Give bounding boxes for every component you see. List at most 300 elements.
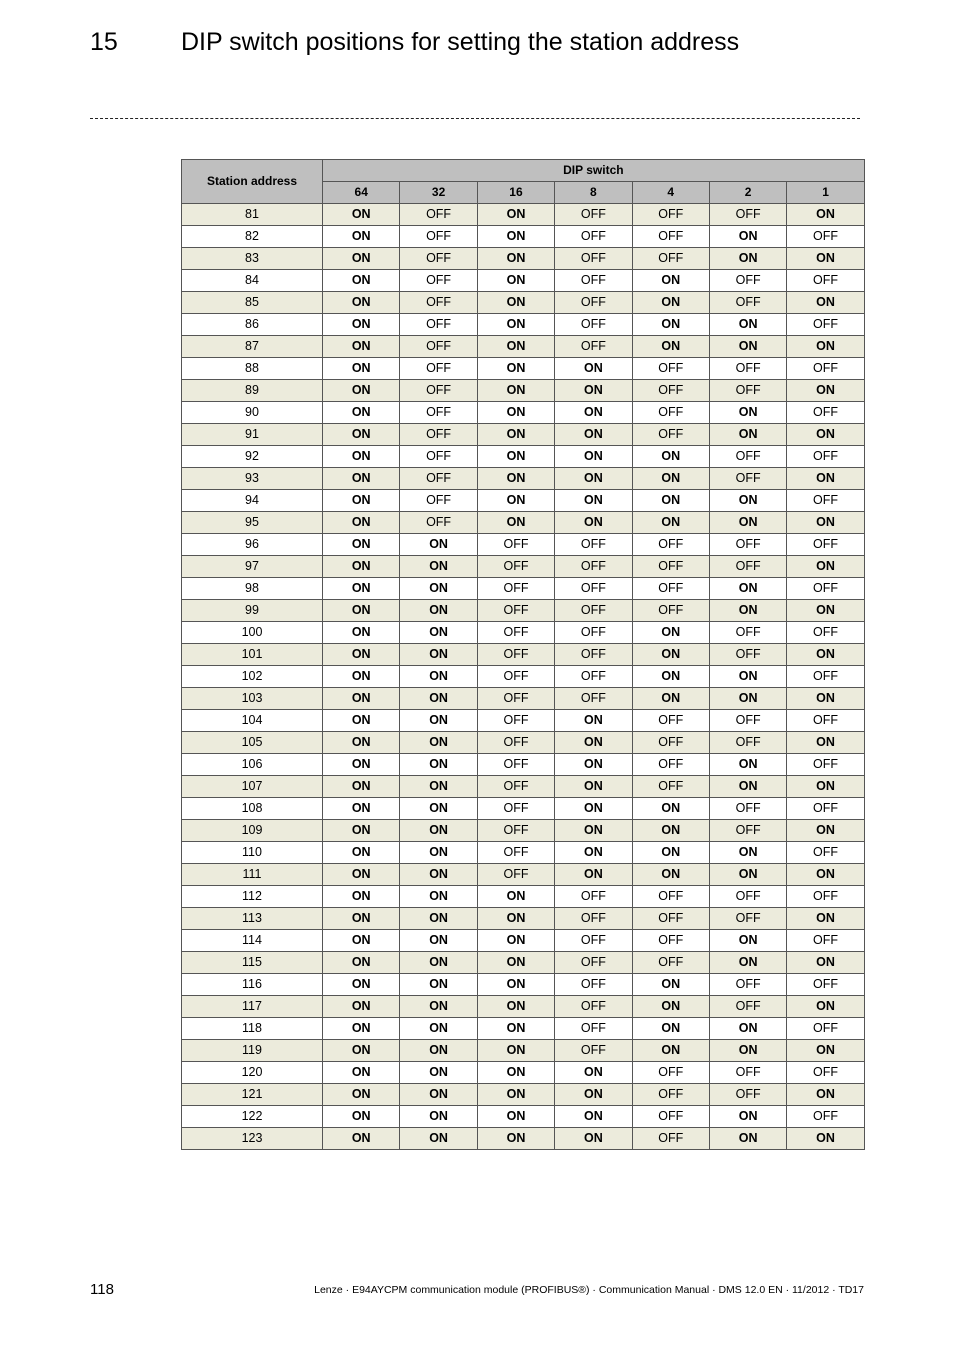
dip-state-cell: ON bbox=[632, 864, 709, 886]
dip-state-cell: ON bbox=[400, 996, 477, 1018]
dip-state-cell: OFF bbox=[632, 952, 709, 974]
table-row bbox=[182, 1106, 865, 1128]
dip-state-cell: ON bbox=[323, 798, 400, 820]
footer-text: Lenze · E94AYCPM communication module (PROFIBUS®) · Communication Manual · DMS 12.0 EN · 11/2012 · TD17 bbox=[314, 1284, 864, 1296]
dip-state-cell: ON bbox=[477, 1040, 554, 1062]
dip-state-cell: ON bbox=[787, 1128, 864, 1150]
dip-state-cell: ON bbox=[323, 314, 400, 336]
dip-state-cell: ON bbox=[323, 380, 400, 402]
station-address-cell: 122 bbox=[182, 1106, 323, 1128]
dip-state-cell: ON bbox=[323, 424, 400, 446]
dip-state-cell: ON bbox=[400, 1040, 477, 1062]
dip-state-cell: OFF bbox=[632, 556, 709, 578]
dip-state-cell: ON bbox=[555, 1084, 632, 1106]
dip-state-cell: OFF bbox=[709, 468, 786, 490]
dip-state-cell: ON bbox=[709, 600, 786, 622]
dip-state-cell: OFF bbox=[787, 666, 864, 688]
station-address-cell: 112 bbox=[182, 886, 323, 908]
dip-state-cell: ON bbox=[709, 248, 786, 270]
dip-state-cell: ON bbox=[555, 798, 632, 820]
dip-state-cell: ON bbox=[709, 226, 786, 248]
station-address-cell: 102 bbox=[182, 666, 323, 688]
dip-state-cell: ON bbox=[787, 644, 864, 666]
dip-state-cell: ON bbox=[555, 776, 632, 798]
dip-state-cell: OFF bbox=[787, 314, 864, 336]
table-row bbox=[182, 358, 865, 380]
dip-state-cell: OFF bbox=[787, 534, 864, 556]
table-row bbox=[182, 314, 865, 336]
station-address-cell: 85 bbox=[182, 292, 323, 314]
dip-state-cell: OFF bbox=[555, 1018, 632, 1040]
dip-state-cell: OFF bbox=[709, 974, 786, 996]
dip-state-cell: OFF bbox=[477, 644, 554, 666]
dip-state-cell: OFF bbox=[477, 798, 554, 820]
dip-state-cell: OFF bbox=[477, 688, 554, 710]
dip-state-cell: OFF bbox=[400, 314, 477, 336]
dip-state-cell: OFF bbox=[709, 622, 786, 644]
dip-state-cell: OFF bbox=[709, 270, 786, 292]
table-row bbox=[182, 908, 865, 930]
dip-state-cell: ON bbox=[555, 710, 632, 732]
dip-state-cell: ON bbox=[477, 886, 554, 908]
dip-state-cell: OFF bbox=[400, 490, 477, 512]
dip-state-cell: ON bbox=[323, 534, 400, 556]
station-address-cell: 118 bbox=[182, 1018, 323, 1040]
dip-state-cell: ON bbox=[400, 1018, 477, 1040]
dip-state-cell: ON bbox=[632, 688, 709, 710]
dip-state-cell: OFF bbox=[787, 1106, 864, 1128]
table-row bbox=[182, 490, 865, 512]
dip-state-cell: ON bbox=[400, 842, 477, 864]
dip-state-cell: OFF bbox=[400, 204, 477, 226]
dip-state-cell: ON bbox=[323, 688, 400, 710]
dip-state-cell: ON bbox=[400, 864, 477, 886]
dip-state-cell: ON bbox=[477, 226, 554, 248]
header-separator bbox=[90, 118, 860, 119]
dip-state-cell: ON bbox=[400, 688, 477, 710]
station-address-cell: 90 bbox=[182, 402, 323, 424]
dip-state-cell: OFF bbox=[709, 358, 786, 380]
dip-state-cell: ON bbox=[632, 490, 709, 512]
bit-header-2: 2 bbox=[709, 182, 786, 204]
dip-state-cell: OFF bbox=[632, 754, 709, 776]
dip-state-cell: ON bbox=[477, 204, 554, 226]
dip-state-cell: ON bbox=[787, 908, 864, 930]
station-address-cell: 84 bbox=[182, 270, 323, 292]
dip-state-cell: ON bbox=[323, 1084, 400, 1106]
dip-state-cell: ON bbox=[323, 644, 400, 666]
page-number: 118 bbox=[90, 1281, 114, 1298]
dip-state-cell: OFF bbox=[632, 248, 709, 270]
table-row bbox=[182, 996, 865, 1018]
dip-state-cell: ON bbox=[477, 270, 554, 292]
dip-state-cell: OFF bbox=[787, 754, 864, 776]
dip-state-cell: ON bbox=[400, 710, 477, 732]
station-address-cell: 109 bbox=[182, 820, 323, 842]
table-body bbox=[182, 204, 865, 1150]
dip-state-cell: OFF bbox=[709, 1062, 786, 1084]
dip-state-cell: OFF bbox=[709, 644, 786, 666]
dip-state-cell: ON bbox=[709, 864, 786, 886]
dip-state-cell: OFF bbox=[555, 314, 632, 336]
dip-state-cell: OFF bbox=[787, 358, 864, 380]
dip-state-cell: ON bbox=[323, 710, 400, 732]
bit-header-4: 4 bbox=[632, 182, 709, 204]
station-address-cell: 88 bbox=[182, 358, 323, 380]
dip-state-cell: ON bbox=[400, 974, 477, 996]
bit-header-1: 1 bbox=[787, 182, 864, 204]
dip-state-cell: ON bbox=[555, 754, 632, 776]
dip-state-cell: ON bbox=[632, 842, 709, 864]
dip-state-cell: OFF bbox=[632, 776, 709, 798]
station-address-cell: 89 bbox=[182, 380, 323, 402]
dip-state-cell: OFF bbox=[632, 1106, 709, 1128]
station-address-cell: 123 bbox=[182, 1128, 323, 1150]
station-address-cell: 117 bbox=[182, 996, 323, 1018]
dip-state-cell: ON bbox=[787, 380, 864, 402]
dip-state-cell: ON bbox=[709, 842, 786, 864]
station-address-cell: 113 bbox=[182, 908, 323, 930]
dip-state-cell: OFF bbox=[400, 292, 477, 314]
dip-state-cell: OFF bbox=[787, 226, 864, 248]
station-address-cell: 91 bbox=[182, 424, 323, 446]
station-address-cell: 107 bbox=[182, 776, 323, 798]
dip-state-cell: ON bbox=[400, 776, 477, 798]
dip-state-cell: ON bbox=[555, 732, 632, 754]
dip-state-cell: ON bbox=[477, 446, 554, 468]
station-address-cell: 111 bbox=[182, 864, 323, 886]
dip-state-cell: OFF bbox=[632, 908, 709, 930]
station-address-cell: 100 bbox=[182, 622, 323, 644]
dip-state-cell: ON bbox=[323, 974, 400, 996]
dip-state-cell: OFF bbox=[787, 710, 864, 732]
dip-state-cell: ON bbox=[632, 512, 709, 534]
dip-state-cell: ON bbox=[709, 952, 786, 974]
station-address-cell: 86 bbox=[182, 314, 323, 336]
dip-state-cell: OFF bbox=[632, 402, 709, 424]
station-address-cell: 87 bbox=[182, 336, 323, 358]
dip-state-cell: ON bbox=[400, 600, 477, 622]
dip-state-cell: OFF bbox=[477, 864, 554, 886]
dip-state-cell: ON bbox=[400, 732, 477, 754]
dip-state-cell: OFF bbox=[709, 204, 786, 226]
dip-state-cell: ON bbox=[477, 1106, 554, 1128]
dip-switch-table bbox=[181, 159, 865, 1150]
dip-state-cell: ON bbox=[323, 468, 400, 490]
station-address-cell: 82 bbox=[182, 226, 323, 248]
dip-state-cell: OFF bbox=[400, 336, 477, 358]
dip-state-cell: ON bbox=[323, 930, 400, 952]
dip-state-cell: ON bbox=[323, 600, 400, 622]
dip-state-cell: OFF bbox=[632, 204, 709, 226]
station-address-cell: 121 bbox=[182, 1084, 323, 1106]
dip-state-cell: OFF bbox=[632, 380, 709, 402]
dip-state-cell: ON bbox=[323, 226, 400, 248]
dip-state-cell: ON bbox=[477, 1084, 554, 1106]
table-row bbox=[182, 402, 865, 424]
table-row bbox=[182, 292, 865, 314]
dip-state-cell: OFF bbox=[632, 732, 709, 754]
dip-state-cell: ON bbox=[709, 930, 786, 952]
table-row bbox=[182, 754, 865, 776]
dip-state-cell: OFF bbox=[632, 600, 709, 622]
dip-state-cell: ON bbox=[477, 952, 554, 974]
dip-state-cell: ON bbox=[787, 204, 864, 226]
dip-state-cell: ON bbox=[400, 1062, 477, 1084]
dip-state-cell: OFF bbox=[709, 886, 786, 908]
dip-state-cell: ON bbox=[323, 820, 400, 842]
dip-state-cell: OFF bbox=[555, 292, 632, 314]
dip-state-cell: OFF bbox=[555, 952, 632, 974]
dip-state-cell: OFF bbox=[477, 776, 554, 798]
dip-state-cell: OFF bbox=[787, 886, 864, 908]
dip-state-cell: ON bbox=[400, 908, 477, 930]
dip-state-cell: OFF bbox=[555, 1040, 632, 1062]
dip-state-cell: ON bbox=[787, 424, 864, 446]
dip-state-cell: ON bbox=[787, 952, 864, 974]
page-footer bbox=[90, 1281, 864, 1301]
station-address-cell: 83 bbox=[182, 248, 323, 270]
dip-state-cell: ON bbox=[323, 842, 400, 864]
dip-state-cell: ON bbox=[632, 446, 709, 468]
dip-state-cell: OFF bbox=[555, 930, 632, 952]
station-address-cell: 101 bbox=[182, 644, 323, 666]
table-row bbox=[182, 512, 865, 534]
dip-state-cell: OFF bbox=[787, 1018, 864, 1040]
table-row bbox=[182, 820, 865, 842]
dip-state-cell: OFF bbox=[709, 710, 786, 732]
dip-state-cell: ON bbox=[323, 776, 400, 798]
table-row bbox=[182, 886, 865, 908]
dip-state-cell: ON bbox=[709, 512, 786, 534]
dip-state-cell: OFF bbox=[400, 512, 477, 534]
station-address-cell: 92 bbox=[182, 446, 323, 468]
dip-state-cell: OFF bbox=[555, 622, 632, 644]
dip-state-cell: ON bbox=[477, 380, 554, 402]
dip-state-cell: OFF bbox=[709, 380, 786, 402]
table-row bbox=[182, 864, 865, 886]
dip-state-cell: ON bbox=[477, 490, 554, 512]
dip-state-cell: OFF bbox=[477, 578, 554, 600]
dip-state-cell: ON bbox=[632, 644, 709, 666]
station-address-cell: 95 bbox=[182, 512, 323, 534]
dip-state-cell: ON bbox=[323, 512, 400, 534]
dip-state-cell: OFF bbox=[787, 1062, 864, 1084]
dip-state-cell: ON bbox=[555, 402, 632, 424]
dip-state-cell: ON bbox=[477, 1128, 554, 1150]
dip-state-cell: ON bbox=[555, 1128, 632, 1150]
table-row bbox=[182, 534, 865, 556]
station-address-cell: 114 bbox=[182, 930, 323, 952]
dip-state-cell: ON bbox=[477, 248, 554, 270]
dip-state-cell: OFF bbox=[555, 974, 632, 996]
dip-state-cell: ON bbox=[323, 1018, 400, 1040]
dip-state-cell: OFF bbox=[400, 468, 477, 490]
dip-state-cell: ON bbox=[477, 468, 554, 490]
dip-state-cell: ON bbox=[555, 820, 632, 842]
station-address-cell: 103 bbox=[182, 688, 323, 710]
dip-state-cell: ON bbox=[632, 336, 709, 358]
dip-state-cell: OFF bbox=[477, 534, 554, 556]
table-row bbox=[182, 1040, 865, 1062]
station-address-cell: 97 bbox=[182, 556, 323, 578]
dip-state-cell: OFF bbox=[787, 578, 864, 600]
dip-state-cell: ON bbox=[323, 336, 400, 358]
dip-state-cell: OFF bbox=[477, 754, 554, 776]
dip-state-cell: ON bbox=[323, 666, 400, 688]
dip-state-cell: ON bbox=[555, 512, 632, 534]
dip-state-cell: OFF bbox=[555, 270, 632, 292]
station-address-cell: 94 bbox=[182, 490, 323, 512]
dip-state-cell: OFF bbox=[555, 534, 632, 556]
table-row bbox=[182, 952, 865, 974]
dip-state-cell: ON bbox=[709, 402, 786, 424]
dip-state-cell: OFF bbox=[632, 424, 709, 446]
dip-state-cell: OFF bbox=[632, 1084, 709, 1106]
dip-state-cell: ON bbox=[400, 1106, 477, 1128]
dip-state-cell: ON bbox=[400, 1128, 477, 1150]
dip-state-cell: ON bbox=[323, 886, 400, 908]
station-address-cell: 116 bbox=[182, 974, 323, 996]
dip-state-cell: ON bbox=[555, 864, 632, 886]
dip-state-cell: ON bbox=[477, 402, 554, 424]
station-address-cell: 93 bbox=[182, 468, 323, 490]
dip-state-cell: OFF bbox=[709, 446, 786, 468]
dip-state-cell: OFF bbox=[632, 886, 709, 908]
table-row bbox=[182, 380, 865, 402]
dip-state-cell: ON bbox=[323, 358, 400, 380]
dip-state-cell: OFF bbox=[787, 622, 864, 644]
dip-state-cell: OFF bbox=[400, 402, 477, 424]
dip-state-cell: ON bbox=[323, 908, 400, 930]
dip-state-cell: OFF bbox=[400, 248, 477, 270]
dip-state-cell: ON bbox=[477, 292, 554, 314]
chapter-number: 15 bbox=[90, 28, 118, 56]
station-address-cell: 110 bbox=[182, 842, 323, 864]
dip-state-cell: ON bbox=[323, 248, 400, 270]
table-row bbox=[182, 204, 865, 226]
table-row bbox=[182, 578, 865, 600]
table-row bbox=[182, 930, 865, 952]
dip-state-cell: OFF bbox=[555, 248, 632, 270]
dip-state-cell: ON bbox=[787, 864, 864, 886]
station-address-cell: 104 bbox=[182, 710, 323, 732]
dip-state-cell: ON bbox=[632, 666, 709, 688]
dip-state-cell: ON bbox=[323, 270, 400, 292]
dip-state-cell: ON bbox=[787, 336, 864, 358]
dip-state-cell: ON bbox=[477, 996, 554, 1018]
dip-state-cell: ON bbox=[787, 556, 864, 578]
dip-state-cell: ON bbox=[555, 446, 632, 468]
dip-state-cell: OFF bbox=[400, 270, 477, 292]
station-address-cell: 98 bbox=[182, 578, 323, 600]
dip-state-cell: ON bbox=[323, 490, 400, 512]
table-header-row bbox=[182, 160, 865, 182]
dip-state-cell: ON bbox=[555, 1106, 632, 1128]
dip-state-cell: ON bbox=[632, 468, 709, 490]
dip-state-cell: ON bbox=[709, 1128, 786, 1150]
dip-state-cell: ON bbox=[709, 1106, 786, 1128]
dip-state-cell: ON bbox=[477, 336, 554, 358]
dip-state-cell: OFF bbox=[709, 534, 786, 556]
dip-state-cell: ON bbox=[400, 666, 477, 688]
dip-state-cell: OFF bbox=[477, 710, 554, 732]
dip-state-cell: OFF bbox=[477, 820, 554, 842]
table-row bbox=[182, 666, 865, 688]
dip-state-cell: ON bbox=[787, 600, 864, 622]
dip-state-cell: ON bbox=[632, 820, 709, 842]
dip-state-cell: OFF bbox=[787, 842, 864, 864]
chapter-header bbox=[90, 28, 870, 62]
table-row bbox=[182, 226, 865, 248]
dip-state-cell: OFF bbox=[555, 908, 632, 930]
dip-state-cell: ON bbox=[477, 1062, 554, 1084]
table-row bbox=[182, 798, 865, 820]
dip-state-cell: ON bbox=[323, 292, 400, 314]
table-row bbox=[182, 776, 865, 798]
dip-state-cell: OFF bbox=[709, 908, 786, 930]
dip-state-cell: ON bbox=[323, 204, 400, 226]
dip-state-cell: OFF bbox=[400, 358, 477, 380]
dip-state-cell: ON bbox=[477, 358, 554, 380]
dip-state-cell: ON bbox=[400, 886, 477, 908]
dip-state-cell: ON bbox=[709, 1018, 786, 1040]
table-row bbox=[182, 1062, 865, 1084]
dip-state-cell: ON bbox=[632, 292, 709, 314]
table-row bbox=[182, 424, 865, 446]
dip-state-cell: ON bbox=[787, 512, 864, 534]
dip-state-cell: OFF bbox=[477, 842, 554, 864]
dip-state-cell: ON bbox=[477, 1018, 554, 1040]
dip-state-cell: ON bbox=[787, 248, 864, 270]
dip-state-cell: OFF bbox=[555, 996, 632, 1018]
dip-state-cell: ON bbox=[400, 798, 477, 820]
dip-state-cell: ON bbox=[400, 556, 477, 578]
dip-state-cell: ON bbox=[323, 952, 400, 974]
dip-state-cell: ON bbox=[323, 1062, 400, 1084]
dip-state-cell: OFF bbox=[632, 930, 709, 952]
table-row bbox=[182, 270, 865, 292]
dip-state-cell: OFF bbox=[400, 226, 477, 248]
dip-state-cell: OFF bbox=[632, 534, 709, 556]
dip-state-cell: ON bbox=[400, 578, 477, 600]
dip-state-cell: ON bbox=[323, 754, 400, 776]
dip-state-cell: OFF bbox=[477, 622, 554, 644]
table-row bbox=[182, 622, 865, 644]
dip-state-cell: ON bbox=[477, 314, 554, 336]
table-row bbox=[182, 974, 865, 996]
station-address-cell: 119 bbox=[182, 1040, 323, 1062]
dip-state-cell: OFF bbox=[709, 798, 786, 820]
dip-state-cell: ON bbox=[787, 996, 864, 1018]
dip-state-cell: OFF bbox=[555, 644, 632, 666]
dip-state-cell: ON bbox=[632, 1018, 709, 1040]
table-row bbox=[182, 248, 865, 270]
dip-state-cell: ON bbox=[787, 292, 864, 314]
dip-state-cell: OFF bbox=[787, 490, 864, 512]
dip-state-cell: ON bbox=[400, 952, 477, 974]
dip-state-cell: ON bbox=[323, 402, 400, 424]
dip-state-cell: ON bbox=[709, 776, 786, 798]
table-row bbox=[182, 556, 865, 578]
dip-state-cell: ON bbox=[477, 908, 554, 930]
dip-state-cell: ON bbox=[787, 820, 864, 842]
dip-state-cell: OFF bbox=[787, 798, 864, 820]
dip-state-cell: ON bbox=[709, 336, 786, 358]
dip-state-cell: ON bbox=[323, 1128, 400, 1150]
dip-state-cell: OFF bbox=[787, 402, 864, 424]
dip-state-cell: ON bbox=[787, 468, 864, 490]
